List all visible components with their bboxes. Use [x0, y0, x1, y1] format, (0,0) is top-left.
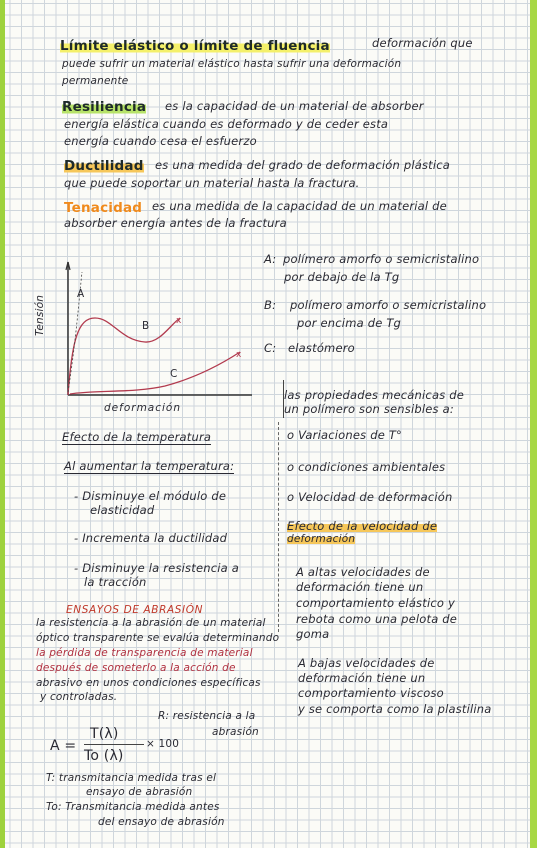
bracket-line [283, 380, 284, 418]
abrasion-line: después de someterlo a la acción de [36, 662, 236, 674]
curve-note-label: A: [264, 252, 277, 266]
temperature-item: elasticidad [90, 503, 155, 517]
definition-line: energía elástica cuando es deformado y de ceder esta [64, 117, 389, 131]
r-label: R: resistencia a la [158, 710, 256, 722]
factor-item: o Variaciones de T° [287, 428, 403, 442]
temperature-item: - Disminuye el módulo de [74, 489, 227, 503]
factor-item: o condiciones ambientales [287, 460, 446, 474]
temperature-item: - Disminuye la resistencia a [74, 561, 239, 575]
t-definition: ensayo de abrasión [86, 786, 193, 798]
curve-note-line: elastómero [288, 341, 355, 355]
r-label: abrasión [212, 726, 259, 738]
svg-text:x: x [176, 316, 182, 326]
term-ductilidad: Ductilidad [64, 158, 144, 174]
term-tenacidad: Tenacidad [64, 200, 143, 216]
definition-line: puede sufrir un material elástico hasta sufrir una deformación [62, 58, 402, 70]
abrasion-title: ENSAYOS DE ABRASIÓN [66, 604, 204, 616]
y-axis-label: Tensión [34, 294, 46, 336]
temperature-item: - Incrementa la ductilidad [74, 531, 228, 545]
curve-note-line: por encima de Tg [297, 316, 402, 330]
curve-note-line: por debajo de la Tg [284, 270, 400, 284]
curve-note-line: polímero amorfo o semicristalino [283, 252, 480, 266]
sensitivity-line: las propiedades mecánicas de [284, 388, 465, 402]
curve-label-c: C [170, 368, 178, 380]
abrasion-line: la pérdida de transparencia de material [36, 647, 253, 659]
t-definition: T: transmitancia medida tras el [46, 772, 217, 784]
column-divider [278, 422, 279, 632]
abrasion-line: la resistencia a la abrasión de un material [36, 617, 266, 629]
definition-line: permanente [62, 75, 129, 87]
svg-text:x: x [236, 350, 242, 360]
to-definition: To: Transmitancia medida antes [46, 801, 220, 813]
definition-line: absorber energía antes de la fractura [64, 216, 287, 230]
definition-line: es la capacidad de un material de absorber [165, 99, 424, 113]
formula-denominator: To (λ) [84, 748, 124, 764]
velocity-low-line: A bajas velocidades de [298, 656, 435, 670]
term-resiliencia: Resiliencia [62, 99, 147, 115]
abrasion-line: óptico transparente se evalúa determinando [36, 632, 280, 644]
temperature-title: Efecto de la temperatura [62, 430, 212, 444]
abrasion-line: abrasivo en unos condiciones específicas [36, 677, 261, 689]
velocity-low-line: deformación tiene un [298, 671, 426, 685]
formula-multiplier: × 100 [146, 738, 180, 750]
to-definition: del ensayo de abrasión [98, 816, 225, 828]
velocity-title: Efecto de la velocidad de [287, 519, 438, 533]
velocity-high-line: comportamiento elástico y [296, 596, 455, 610]
velocity-high-line: rebota como una pelota de [296, 612, 458, 626]
velocity-high-line: deformación tiene un [296, 580, 424, 594]
velocity-title: deformación [287, 533, 356, 545]
curve-label-a: A [77, 288, 85, 300]
curve-note-label: B: [264, 298, 277, 312]
curve-note-label: C: [264, 341, 277, 355]
definition-line: energía cuando cesa el esfuerzo [64, 134, 257, 148]
term-limite-elastico: Límite elástico o límite de fluencia [60, 38, 330, 54]
velocity-high-line: A altas velocidades de [296, 565, 430, 579]
definition-line: que puede soportar un material hasta la fractura. [64, 176, 360, 190]
definition-line: es una medida de la capacidad de un material de [152, 199, 447, 213]
velocity-low-line: comportamiento viscoso [298, 686, 444, 700]
formula-lhs: A = [50, 738, 77, 754]
formula-numerator: T(λ) [90, 726, 119, 742]
abrasion-line: y controladas. [40, 691, 118, 703]
velocity-low-line: y se comporta como la plastilina [298, 702, 492, 716]
sensitivity-line: un polímero son sensibles a: [284, 402, 454, 416]
curve-note-line: polímero amorfo o semicristalino [290, 298, 487, 312]
x-axis-label: deformación [104, 402, 181, 414]
temperature-item: la tracción [84, 575, 147, 589]
temperature-subtitle: Al aumentar la temperatura: [64, 459, 235, 473]
definition-line: es una medida del grado de deformación plástica [155, 158, 451, 172]
factor-item: o Velocidad de deformación [287, 490, 453, 504]
definition-line: deformación que [372, 36, 473, 50]
curve-label-b: B [142, 320, 150, 332]
velocity-high-line: goma [296, 627, 330, 641]
formula-fraction-bar [84, 744, 144, 745]
